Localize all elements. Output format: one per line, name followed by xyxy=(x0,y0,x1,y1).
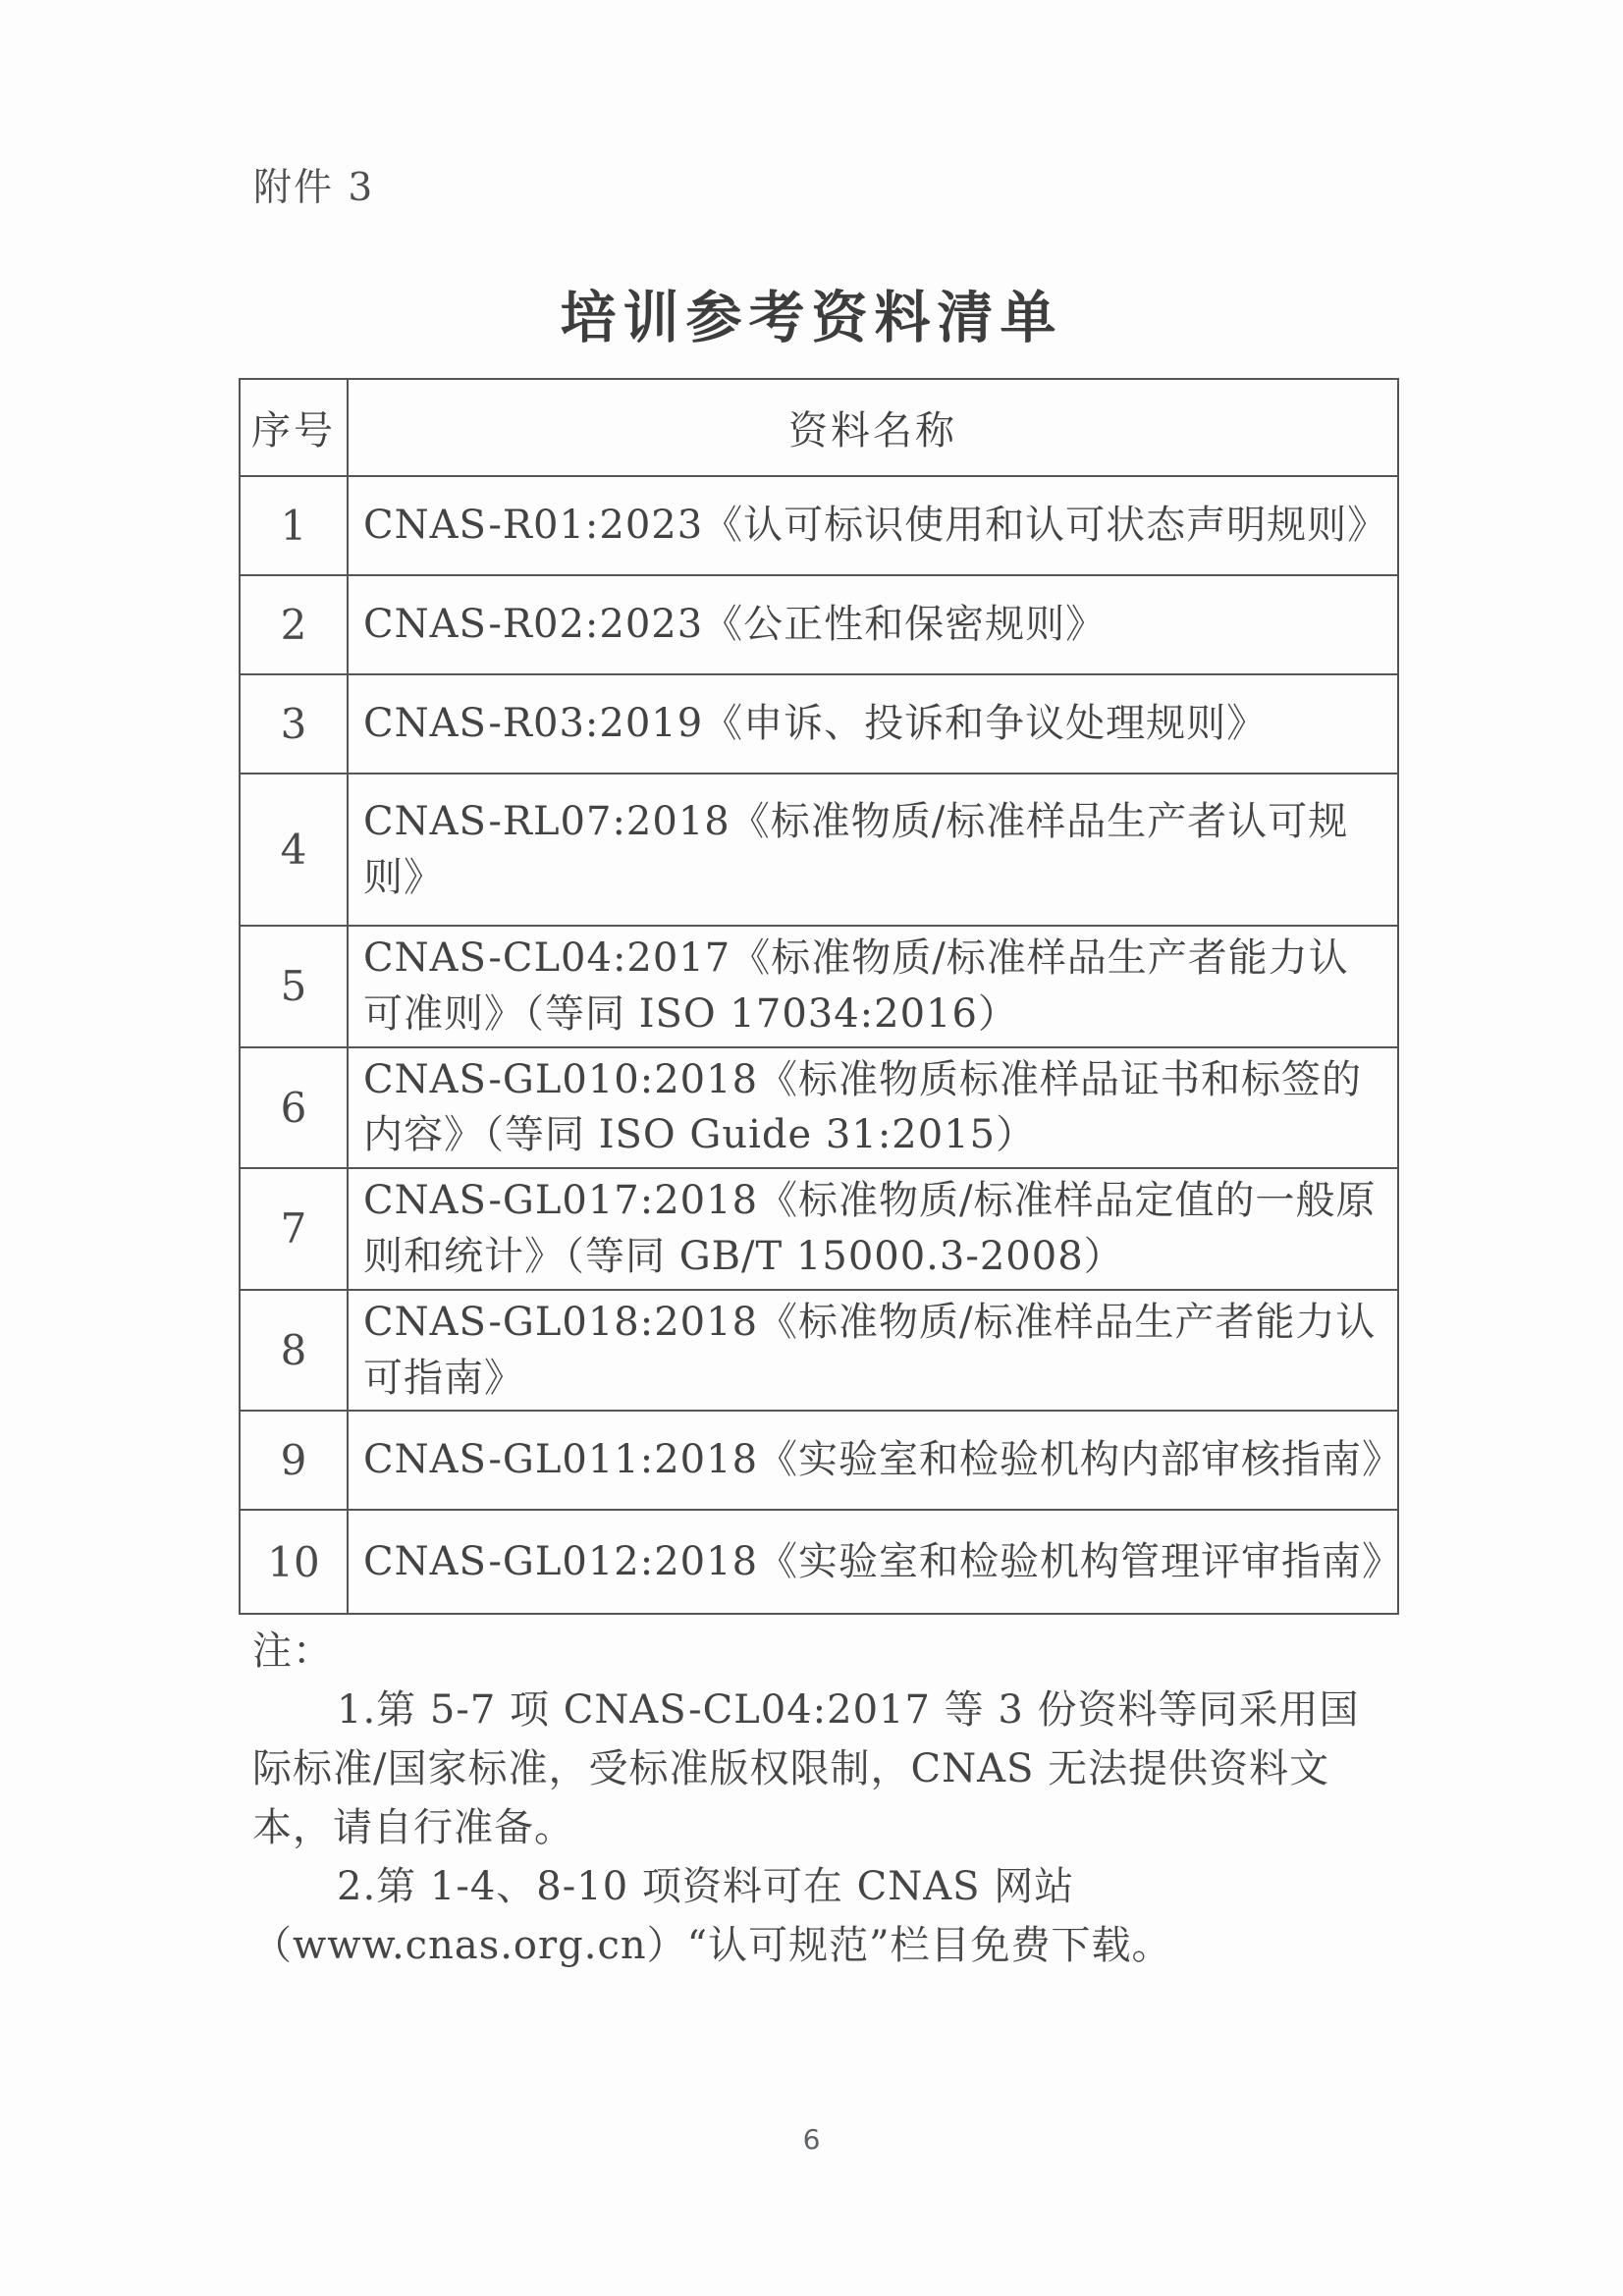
table-row xyxy=(240,1510,1398,1614)
row-index: 3 xyxy=(240,674,348,774)
row-index: 9 xyxy=(240,1411,348,1510)
column-header-index: 序号 xyxy=(240,379,348,476)
column-header-name: 资料名称 xyxy=(348,379,1398,476)
material-name: CNAS-CL04:2017《标准物质/标准样品生产者能力认可准则》（等同 ISO 17034:2016） xyxy=(348,926,1398,1047)
table-row xyxy=(240,1411,1398,1510)
notes-label: 注： xyxy=(252,1629,333,1674)
material-name: CNAS-R03:2019《申诉、投诉和争议处理规则》 xyxy=(348,674,1398,774)
material-name: CNAS-GL010:2018《标准物质标准样品证书和标签的内容》（等同 ISO Guide 31:2015） xyxy=(348,1047,1398,1169)
table-row xyxy=(240,674,1398,774)
material-name: CNAS-GL011:2018《实验室和检验机构内部审核指南》 xyxy=(348,1411,1398,1510)
row-index: 10 xyxy=(240,1510,348,1614)
row-index: 7 xyxy=(240,1168,348,1290)
note-item: 1.第 5-7 项 CNAS-CL04:2017 等 3 份资料等同采用国际标准/国家标准，受标准版权限制，CNAS 无法提供资料文本，请自行准备。 xyxy=(252,1687,1360,1850)
table-header-row xyxy=(240,379,1398,476)
table-row xyxy=(240,476,1398,575)
row-index: 6 xyxy=(240,1047,348,1169)
table-row xyxy=(240,575,1398,674)
material-name: CNAS-GL018:2018《标准物质/标准样品生产者能力认可指南》 xyxy=(348,1290,1398,1412)
page-title: 培训参考资料清单 xyxy=(560,286,1063,351)
table-row xyxy=(240,1290,1398,1412)
table-row xyxy=(240,926,1398,1047)
reference-materials-table xyxy=(239,378,1403,1615)
notes-section xyxy=(252,1622,1383,1975)
page-number: 6 xyxy=(802,2123,821,2156)
row-index: 1 xyxy=(240,476,348,575)
row-index: 8 xyxy=(240,1290,348,1412)
table-row xyxy=(240,1047,1398,1169)
attachment-label: 附件 3 xyxy=(253,166,375,210)
table-row xyxy=(240,1168,1398,1290)
note-item: 2.第 1-4、8-10 项资料可在 CNAS 网站（www.cnas.org.cn）“认可规范”栏目免费下载。 xyxy=(252,1864,1172,1968)
material-name: CNAS-R02:2023《公正性和保密规则》 xyxy=(348,575,1398,674)
row-index: 5 xyxy=(240,926,348,1047)
row-index: 4 xyxy=(240,774,348,926)
material-name: CNAS-GL012:2018《实验室和检验机构管理评审指南》 xyxy=(348,1510,1398,1614)
table-row xyxy=(240,774,1398,926)
material-name: CNAS-RL07:2018《标准物质/标准样品生产者认可规则》 xyxy=(348,774,1398,926)
row-index: 2 xyxy=(240,575,348,674)
material-name: CNAS-R01:2023《认可标识使用和认可状态声明规则》 xyxy=(348,476,1398,575)
material-name: CNAS-GL017:2018《标准物质/标准样品定值的一般原则和统计》（等同 GB/T 15000.3-2008） xyxy=(348,1168,1398,1290)
